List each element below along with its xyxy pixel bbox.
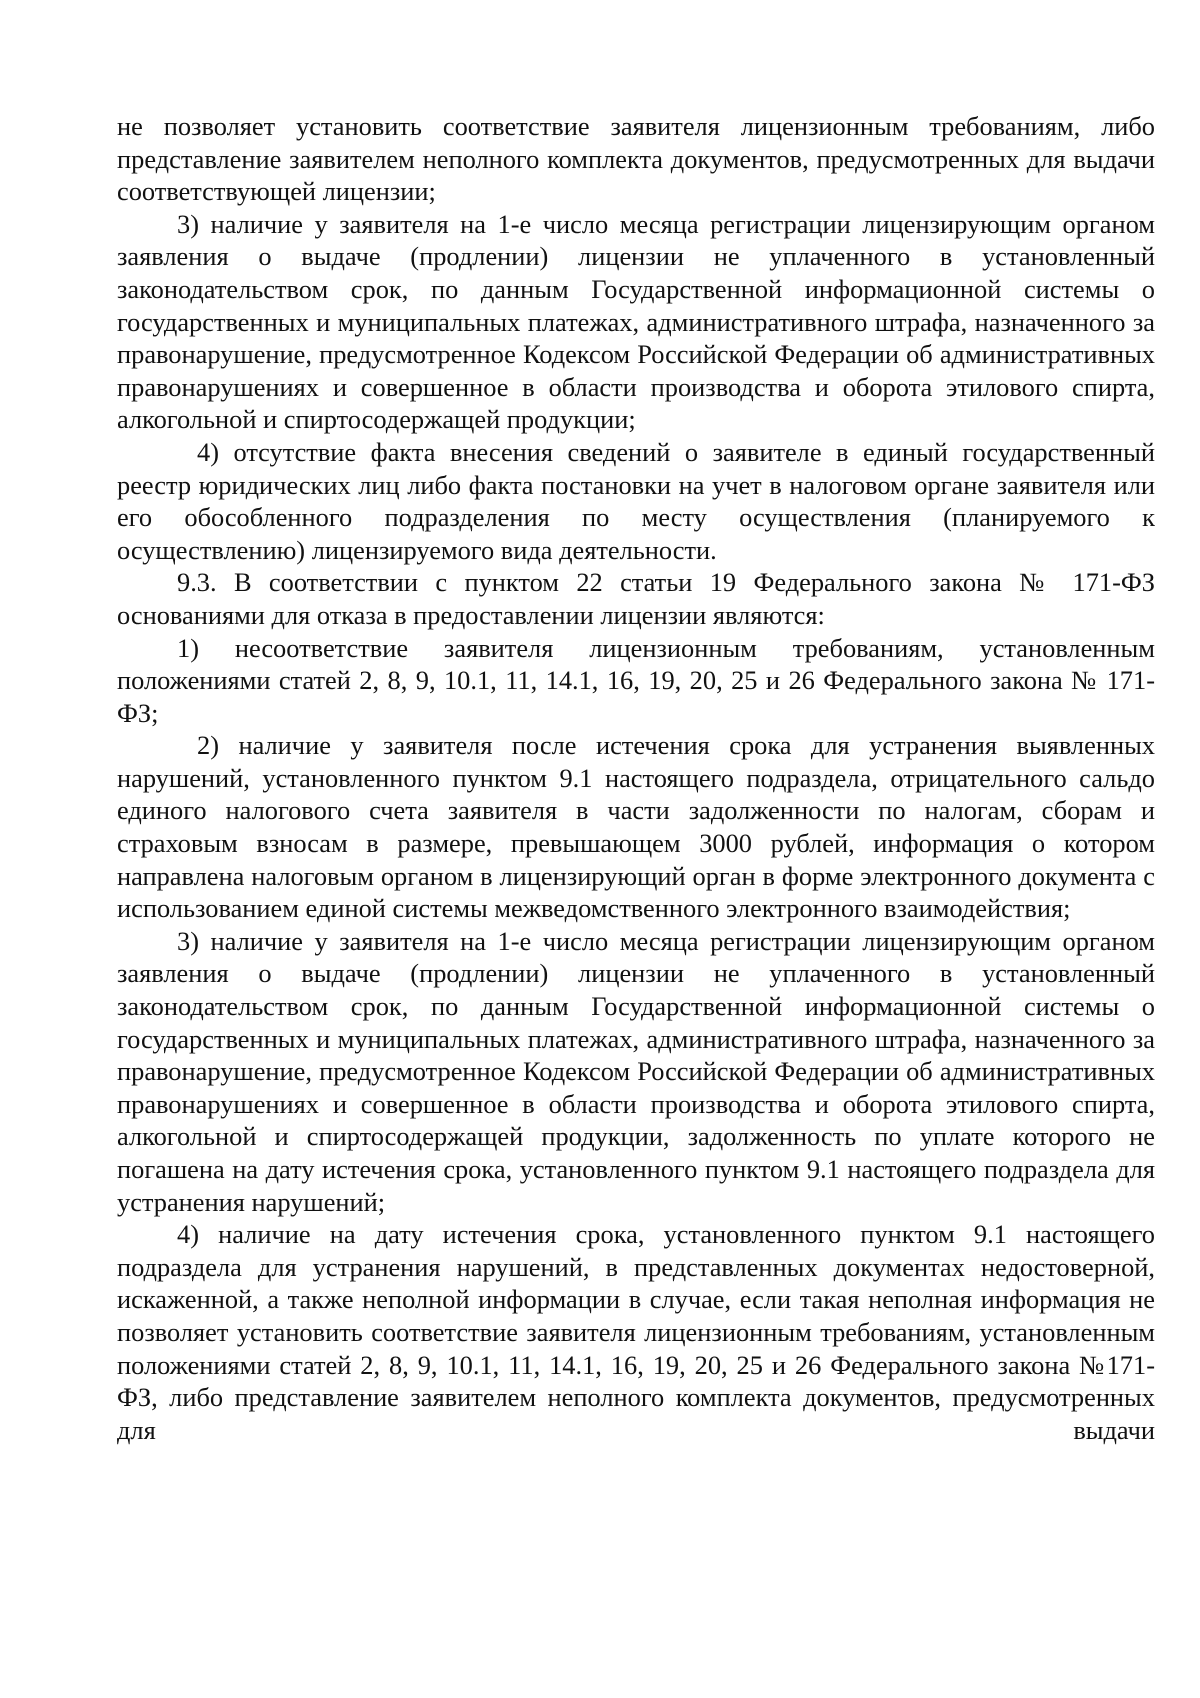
paragraph-item-3-fine: 3) наличие у заявителя на 1-е число месяца регистрации лицензирующим органом заявления о выдаче (продлении) лицензии не уплаченного в установленный законодательством срок, по данным Государственной информационной системы о государственных и муниципальных платежах, административного штрафа, назначенного за правонарушение, предусмотренное Кодексом Российской Федерации об административных правонарушениях и совершенное в области производства и оборота этилового спирта, алкогольной и спиртосодержащей продукции; — [117, 208, 1155, 435]
paragraph-refusal-item-2: 2) наличие у заявителя после истечения срока для устранения выявленных нарушений, установленного пунктом 9.1 настоящего подраздела, отрицательного сальдо единого налогового счета заявителя в части задолженности по налогам, сборам и страховым взносам в размере, превышающем 3000 рублей, информация о котором направлена налоговым органом в лицензирующий орган в форме электронного документа с использованием единой системы межведомственного электронного взаимодействия; — [117, 730, 1155, 924]
paragraph-refusal-item-3: 3) наличие у заявителя на 1-е число месяца регистрации лицензирующим органом заявления о выдаче (продлении) лицензии не уплаченного в установленный законодательством срок, по данным Государственной информационной системы о государственных и муниципальных платежах, административного штрафа, назначенного за правонарушение, предусмотренное Кодексом Российской Федерации об административных правонарушениях и совершенное в области производства и оборота этилового спирта, алкогольной и спиртосодержащей продукции, задолженность по уплате которого не погашена на дату истечения срока, установленного пунктом 9.1 настоящего подраздела для устранения нарушений; — [117, 925, 1155, 1217]
document-page — [117, 110, 1155, 1446]
paragraph-refusal-item-4: 4) наличие на дату истечения срока, установленного пунктом 9.1 настоящего подраздела для устранения нарушений, в представленных документах недостоверной, искаженной, а также неполной информации в случае, если такая неполная информация не позволяет установить соответствие заявителя лицензионным требованиям, установленным положениями статей 2, 8, 9, 10.1, 11, 14.1, 16, 19, 20, 25 и 26 Федерального закона №171-ФЗ, либо представление заявителем неполного комплекта документов, предусмотренных для выдачи — [117, 1219, 1155, 1445]
paragraph-refusal-item-1: 1) несоответствие заявителя лицензионным требованиям, установленным положениями статей 2, 8, 9, 10.1, 11, 14.1, 16, 19, 20, 25 и 26 Федерального закона № 171-ФЗ; — [117, 632, 1155, 728]
paragraph-section-9-3: 9.3. В соответствии с пунктом 22 статьи 19 Федерального закона № 171-ФЗ основаниями для отказа в предоставлении лицензии являются: — [117, 567, 1155, 630]
paragraph-continuation: не позволяет установить соответствие заявителя лицензионным требованиям, либо представление заявителем неполного комплекта документов, предусмотренных для выдачи соответствующей лицензии; — [117, 111, 1155, 207]
paragraph-item-4-registry: 4) отсутствие факта внесения сведений о заявителе в единый государственный реестр юридических лиц либо факта постановки на учет в налоговом органе заявителя или его обособленного подразделения по месту осуществления (планируемого к осуществлению) лицензируемого вида деятельности. — [117, 436, 1155, 565]
